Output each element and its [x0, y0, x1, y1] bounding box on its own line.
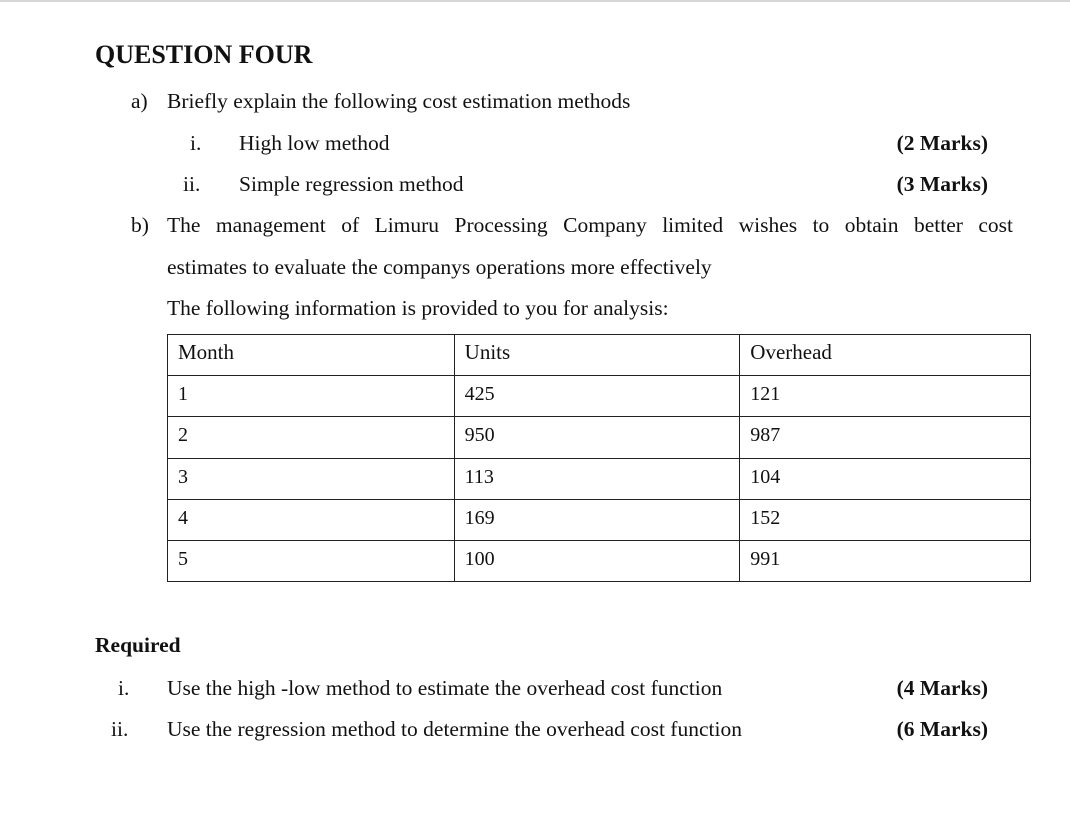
table-header-row [168, 335, 1031, 376]
part-b-line2: estimates to evaluate the companys operations more effectively [167, 255, 712, 279]
table-cell: 121 [740, 376, 1031, 417]
table-cell: 2 [168, 417, 455, 458]
table-row [168, 540, 1031, 581]
required-item-marks: (4 Marks) [896, 676, 988, 700]
part-a-item-text: High low method [239, 131, 390, 155]
table-cell: 152 [740, 499, 1031, 540]
data-table [167, 334, 1031, 582]
table-header-cell: Month [168, 335, 455, 376]
question-title: QUESTION FOUR [95, 40, 313, 69]
table-row [168, 458, 1031, 499]
table-cell: 950 [454, 417, 740, 458]
part-a-item-marks: (3 Marks) [896, 172, 988, 196]
part-b-line1: The management of Limuru Processing Company limited wishes to obtain better cost [167, 213, 1013, 237]
table-cell: 169 [454, 499, 740, 540]
part-b-intro: The following information is provided to you for analysis: [167, 296, 669, 320]
part-a-item-num: ii. [183, 172, 201, 196]
table-cell: 4 [168, 499, 455, 540]
part-a-item-marks: (2 Marks) [896, 131, 988, 155]
table-cell: 100 [454, 540, 740, 581]
table-cell: 1 [168, 376, 455, 417]
table-row [168, 499, 1031, 540]
required-item-num: i. [118, 676, 130, 700]
table-cell: 987 [740, 417, 1031, 458]
part-a-label: a) [131, 89, 148, 113]
table-row [168, 417, 1031, 458]
required-item-text: Use the high -low method to estimate the overhead cost function [167, 676, 723, 700]
part-a-item-text: Simple regression method [239, 172, 464, 196]
page-top-border [0, 0, 1070, 2]
part-a-item-num: i. [190, 131, 202, 155]
table-header-cell: Units [454, 335, 740, 376]
part-b-label: b) [131, 213, 149, 237]
table-cell: 3 [168, 458, 455, 499]
table-row [168, 376, 1031, 417]
required-item-marks: (6 Marks) [896, 717, 988, 741]
table-cell: 104 [740, 458, 1031, 499]
required-item-text: Use the regression method to determine the overhead cost function [167, 717, 742, 741]
part-a-text: Briefly explain the following cost estimation methods [167, 89, 631, 113]
table-cell: 5 [168, 540, 455, 581]
table-cell: 113 [454, 458, 740, 499]
required-heading: Required [95, 633, 181, 657]
table-cell: 425 [454, 376, 740, 417]
table-header-cell: Overhead [740, 335, 1031, 376]
table-cell: 991 [740, 540, 1031, 581]
required-item-num: ii. [111, 717, 129, 741]
